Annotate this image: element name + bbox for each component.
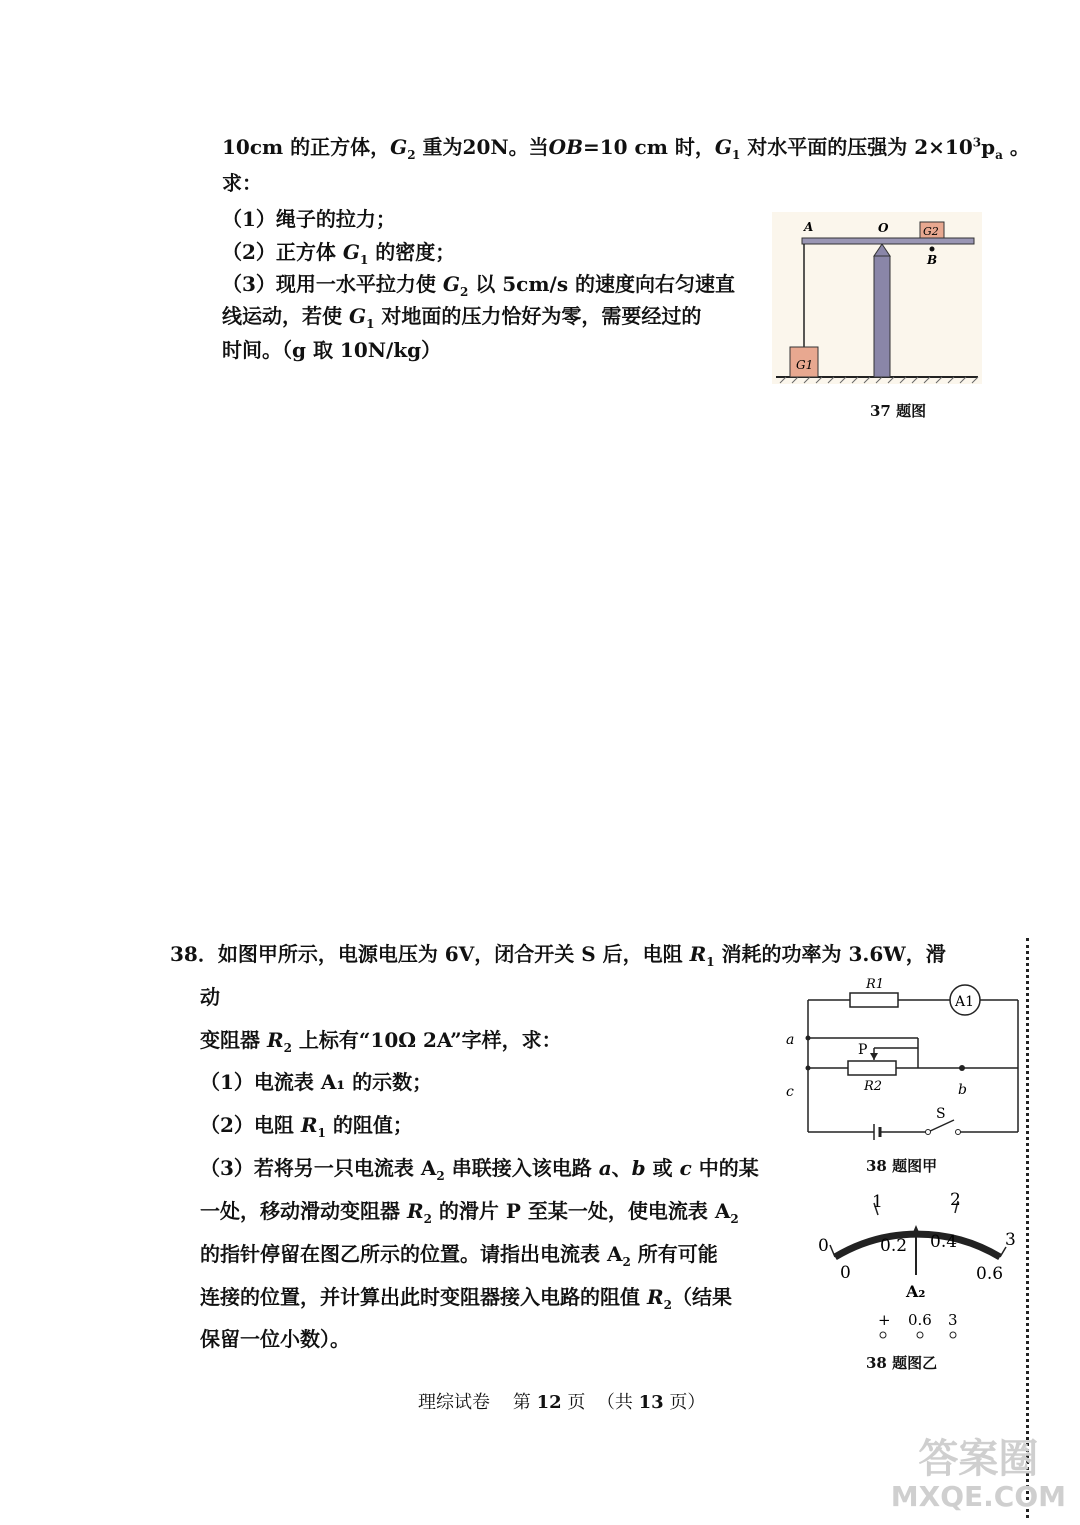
- figure-38b-caption: 38 题图乙: [866, 1354, 938, 1372]
- terminal-post: [950, 1332, 956, 1338]
- switch-contact: [926, 1130, 931, 1135]
- label-s: S: [936, 1106, 946, 1122]
- label-a1: A1: [955, 994, 975, 1010]
- tick-bottom-0: 0: [840, 1263, 851, 1283]
- figure-37-caption: 37 题图: [870, 402, 927, 420]
- terminal-plus: +: [878, 1311, 891, 1329]
- q37-item-3: （3）现用一水平拉力使 $G_2$ 以 5cm/s 的速度向右匀速直: [222, 272, 736, 299]
- terminal-0-6: 0.6: [908, 1311, 932, 1329]
- lever-bar: [802, 238, 974, 244]
- tick-0-6: 0.6: [976, 1264, 1004, 1284]
- q37-line-1: 10cm 的正方体，$G_2$ 重为20N。当OB=10 cm 时，$G_1$ 对水平面的压强为 $2\times 10^3p_a$ 。: [222, 135, 1030, 162]
- node-b: [959, 1065, 965, 1071]
- q37-line-2: 求：: [222, 171, 262, 195]
- page-footer: 理综试卷 第 12 页 （共 13 页）: [418, 1392, 706, 1413]
- label-a: a: [786, 1032, 795, 1048]
- lever-figure: [772, 212, 982, 384]
- slider-arrow: [870, 1053, 878, 1060]
- point-b: [930, 247, 935, 252]
- label-g2: G2: [923, 225, 939, 238]
- label-a: A: [804, 220, 814, 234]
- label-b: b: [958, 1082, 967, 1098]
- circuit-diagram: [778, 966, 1024, 1144]
- q38-line-3: 变阻器 $R_2$ 上标有“10Ω 2A”字样，求：: [200, 1028, 562, 1055]
- terminal-3: 3: [948, 1311, 958, 1329]
- q38-item-2: （2）电阻 $R_1$ 的阻值；: [200, 1113, 413, 1140]
- tick-2: 2: [950, 1190, 961, 1210]
- tick-0: 0: [818, 1236, 829, 1256]
- q37-item-4: 线运动，若使 $G_1$ 对地面的压力恰好为零，需要经过的: [222, 304, 702, 331]
- resistor-r1: [850, 993, 898, 1007]
- q38-item-4: 一处，移动滑动变阻器 $R_2$ 的滑片 P 至某一处，使电流表 $A_2$: [200, 1199, 739, 1226]
- q38-line-1: 38．如图甲所示，电源电压为 6V，闭合开关 S 后，电阻 $R_1$ 消耗的功率为 3.6W，滑: [170, 942, 946, 969]
- label-b: B: [927, 253, 938, 267]
- q38-item-7: 保留一位小数）。: [200, 1327, 350, 1351]
- label-r2: R2: [864, 1079, 883, 1094]
- q37-item-1: （1）绳子的拉力；: [222, 207, 396, 231]
- ammeter-dial: [800, 1185, 1030, 1350]
- q37-item-5: 时间。（g 取 10N/kg）: [222, 338, 442, 362]
- node-c: [806, 1066, 811, 1071]
- meter-label: A₂: [906, 1282, 926, 1301]
- q38-item-6: 连接的位置，并计算出此时变阻器接入电路的阻值 $R_2$（结果: [200, 1285, 732, 1312]
- label-g1: G1: [796, 358, 814, 372]
- q37-item-2: （2）正方体 $G_1$ 的密度；: [222, 240, 456, 267]
- resistor-r2: [848, 1061, 896, 1075]
- tick-0-4: 0.4: [930, 1232, 958, 1252]
- figure-38a-caption: 38 题图甲: [866, 1157, 938, 1175]
- q38-line-2: 动: [200, 985, 220, 1009]
- support-pillar: [874, 256, 890, 377]
- q38-item-5: 的指针停留在图乙所示的位置。请指出电流表 $A_2$ 所有可能: [200, 1242, 718, 1269]
- q38-item-3: （3）若将另一只电流表 $A_2$ 串联接入该电路 a、b 或 c 中的某: [200, 1156, 759, 1183]
- label-c: c: [786, 1084, 794, 1100]
- tick-1: 1: [872, 1192, 883, 1212]
- watermark: 答案圈 MXQE.COM: [890, 1436, 1066, 1513]
- terminal-post: [880, 1332, 886, 1338]
- switch-contact: [956, 1130, 961, 1135]
- label-r1: R1: [866, 977, 885, 992]
- dial-arc: [835, 1234, 1000, 1257]
- tick-0-2: 0.2: [880, 1236, 908, 1256]
- binding-margin-line: [1026, 938, 1029, 1518]
- tick-3: 3: [1005, 1230, 1016, 1250]
- label-o: O: [878, 221, 889, 235]
- label-p: P: [858, 1042, 868, 1058]
- terminal-post: [917, 1332, 923, 1338]
- q38-item-1: （1）电流表 A₁ 的示数；: [200, 1070, 433, 1094]
- node-a: [806, 1036, 811, 1041]
